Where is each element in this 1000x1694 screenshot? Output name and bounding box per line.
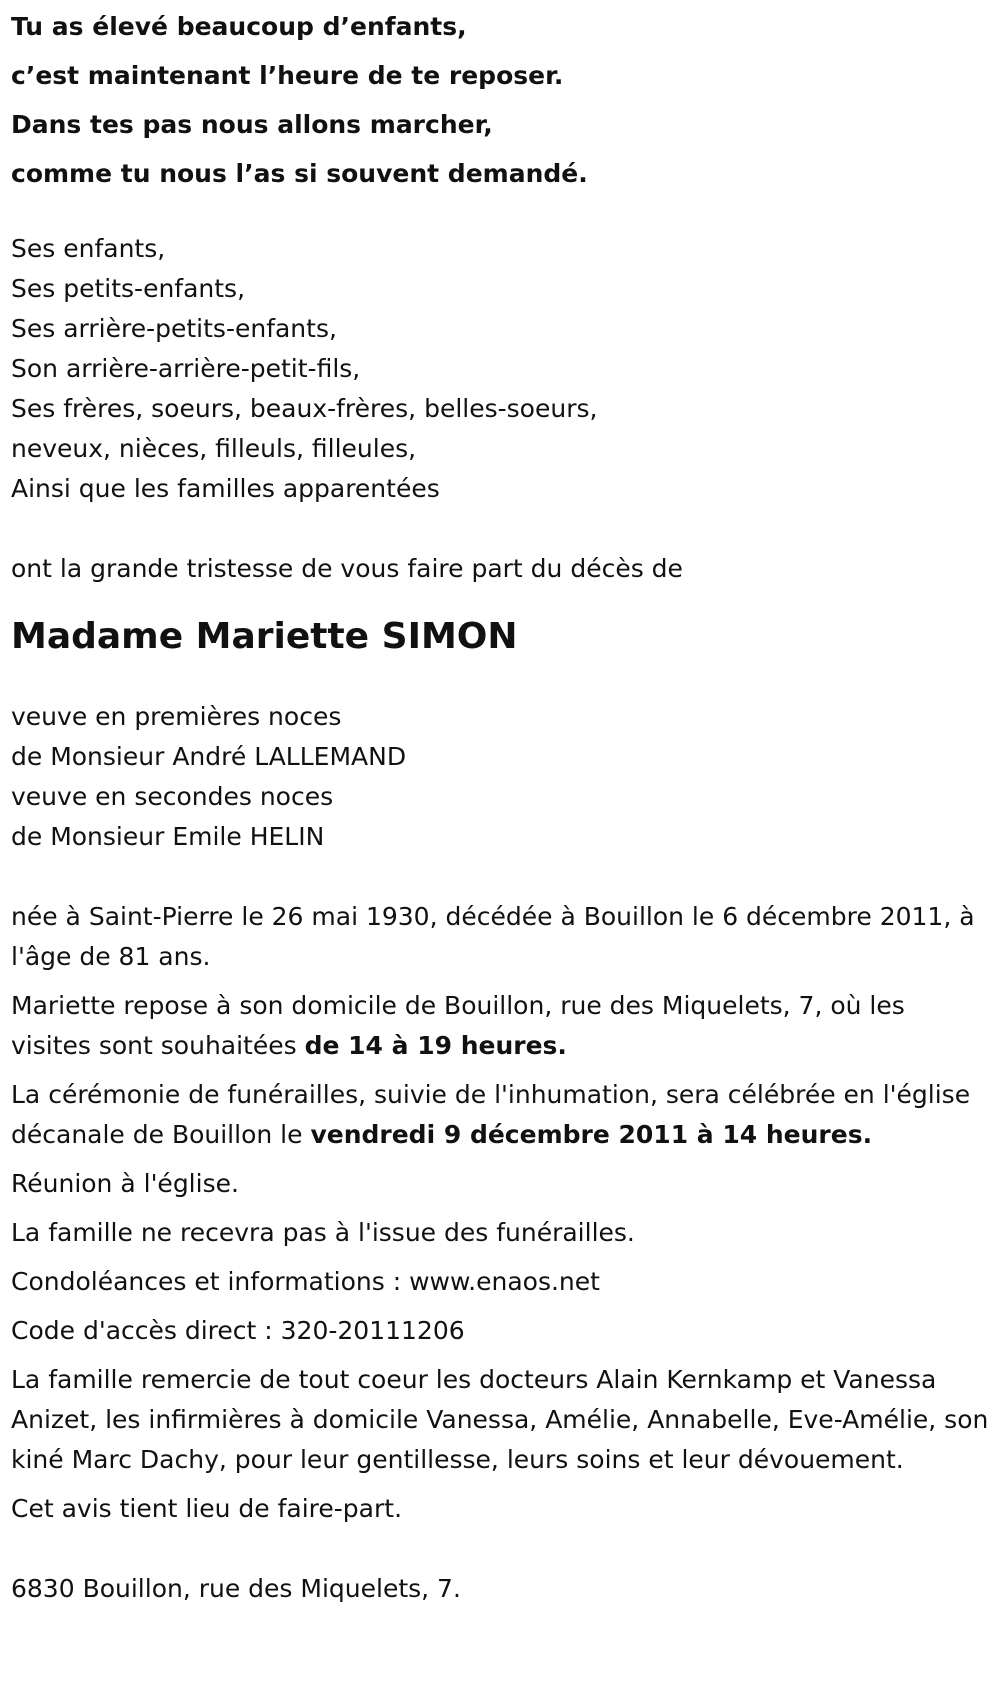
- deceased-name: Madame Mariette SIMON: [11, 616, 518, 657]
- ceremony-text: La cérémonie de funérailles, suivie de l'inhumation, sera célébrée en l'église décanale de Bouillon le: [11, 1080, 971, 1149]
- visits-hours: de 14 à 19 heures.: [304, 1031, 567, 1060]
- family-line: Ainsi que les familles apparentées: [11, 474, 440, 503]
- family-line: Ses enfants,: [11, 234, 166, 263]
- spouse-line: de Monsieur André LALLEMAND: [11, 742, 407, 771]
- obituary-notice: [11, 0, 991, 1609]
- poem: [11, 0, 991, 198]
- spouses-list: [11, 697, 991, 857]
- spouse-line: veuve en premières noces: [11, 702, 342, 731]
- spouse-line: veuve en secondes noces: [11, 782, 334, 811]
- condolences-paragraph: Condoléances et informations : www.enaos.net: [11, 1267, 600, 1296]
- poem-line: c’est maintenant l’heure de te reposer.: [11, 61, 564, 90]
- notice-paragraph: Cet avis tient lieu de faire-part.: [11, 1494, 403, 1523]
- spouse-line: de Monsieur Emile HELIN: [11, 822, 325, 851]
- visits-paragraph: [11, 986, 991, 1066]
- birth-death-paragraph: née à Saint-Pierre le 26 mai 1930, décédée à Bouillon le 6 décembre 2011, à l'âge de 81 ans.: [11, 902, 975, 971]
- access-code-paragraph: Code d'accès direct : 320-20111206: [11, 1316, 465, 1345]
- poem-line: Tu as élevé beaucoup d’enfants,: [11, 12, 467, 41]
- spacer: [11, 509, 991, 549]
- poem-line: comme tu nous l’as si souvent demandé.: [11, 159, 588, 188]
- family-line: Ses arrière-petits-enfants,: [11, 314, 337, 343]
- spacer: [11, 198, 991, 229]
- family-line: Son arrière-arrière-petit-fils,: [11, 354, 361, 383]
- spacer: [11, 857, 991, 897]
- visits-text: Mariette repose à son domicile de Bouillon, rue des Miquelets, 7, où les visites sont souhaitées: [11, 991, 905, 1060]
- thanks-paragraph: La famille remercie de tout coeur les docteurs Alain Kernkamp et Vanessa Anizet, les infirmières à domicile Vanessa, Amélie, Annabelle, Eve-Amélie, son kiné Marc Dachy, pour leur gentillesse, leurs soins et leur dévouement.: [11, 1365, 989, 1474]
- no-reception-paragraph: La famille ne recevra pas à l'issue des funérailles.: [11, 1218, 635, 1247]
- ceremony-date: vendredi 9 décembre 2011 à 14 heures.: [310, 1120, 873, 1149]
- address-line: 6830 Bouillon, rue des Miquelets, 7.: [11, 1574, 461, 1603]
- family-line: neveux, nièces, filleuls, filleules,: [11, 434, 417, 463]
- family-line: Ses frères, soeurs, beaux-frères, belles-soeurs,: [11, 394, 598, 423]
- meeting-paragraph: Réunion à l'église.: [11, 1169, 239, 1198]
- ceremony-paragraph: [11, 1075, 991, 1155]
- poem-line: Dans tes pas nous allons marcher,: [11, 110, 493, 139]
- family-line: Ses petits-enfants,: [11, 274, 246, 303]
- spacer: [11, 1529, 991, 1569]
- family-list: [11, 229, 991, 509]
- announcement-text: ont la grande tristesse de vous faire part du décès de: [11, 554, 683, 583]
